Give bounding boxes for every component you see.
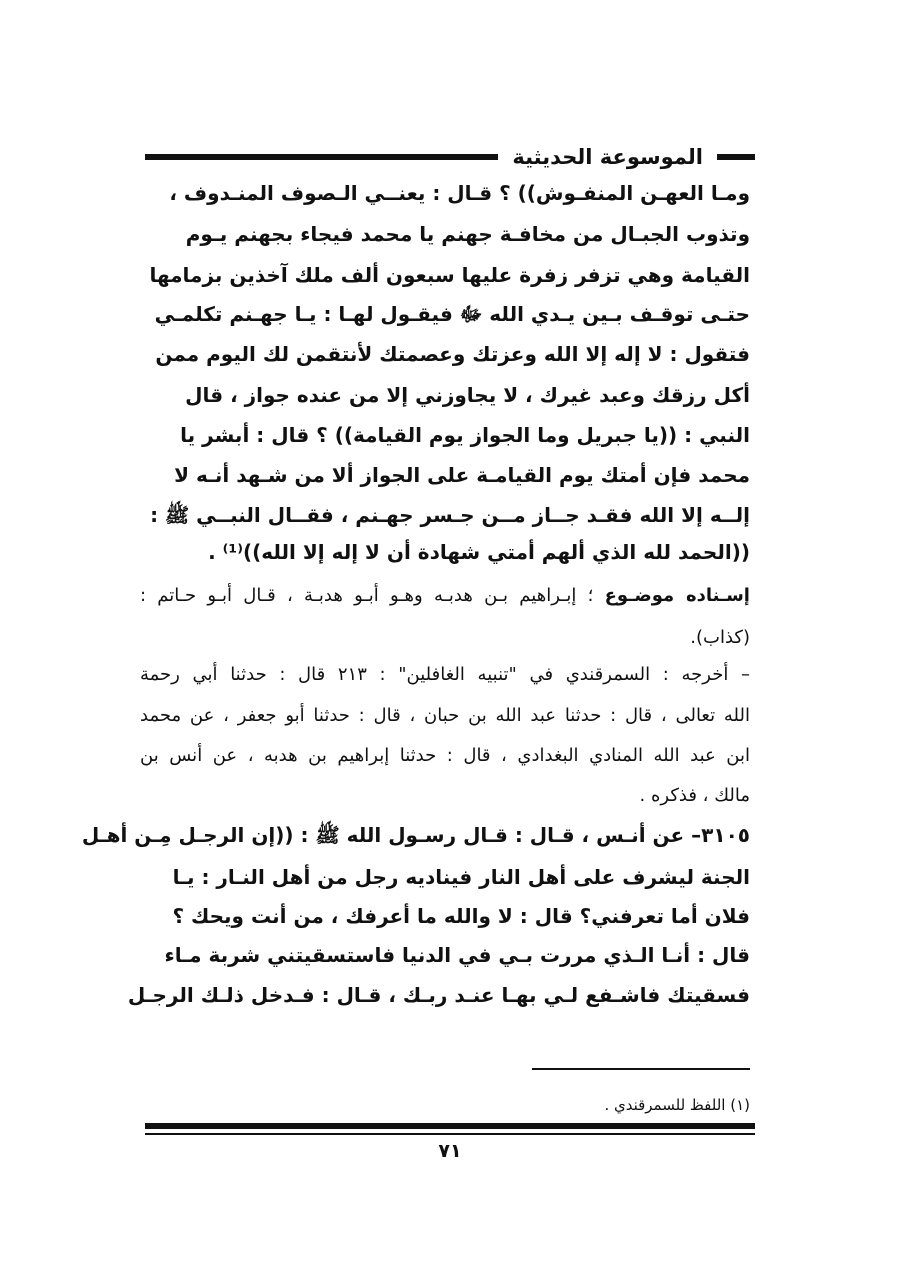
header-rule-long (145, 154, 498, 160)
takhrij-line: مالك ، فذكره . (639, 785, 750, 806)
hadith-line: فتقول : لا إله إلا الله وعزتك وعصمتك لأنتقمن لك اليوم ممن (155, 342, 750, 366)
header-rule-short (717, 154, 755, 160)
footer-rule-thin (145, 1133, 755, 1135)
footnote-separator (532, 1068, 750, 1070)
footnote: (١) اللفظ للسمرقندي . (604, 1096, 750, 1114)
hadith-3105-line: قال : أنـا الـذي مررت بـي في الدنيا فاستسقيتني شربة مـاء (164, 943, 750, 967)
hadith-line: وتذوب الجبـال من مخافـة جهنم يا محمد فيجاء بجهنم يـوم (185, 222, 750, 246)
hadith-3105-line: الجنة ليشرف على أهل النار فيناديه رجل من أهل النـار : يـا (172, 865, 750, 889)
hadith-line: إلــه إلا الله فقـد جــاز مــن جـسر جهـنم ، فقــال النبــي ﷺ : (150, 503, 750, 527)
header-title: الموسوعة الحديثية (512, 145, 703, 169)
hadith-line: حتـى توقـف بـين يـدي الله ﷻ فيقـول لهـا : يـا جهـنم تكلمـي (154, 302, 750, 326)
hadith-line: القيامة وهي تزفر زفرة عليها سبعون ألف ملك آخذين بزمامها (149, 263, 750, 287)
page-header (145, 140, 755, 174)
hadith-3105-line: ٣١٠٥– عن أنـس ، قـال : قـال رسـول الله ﷺ : ((إن الرجـل مِـن أهـل (81, 823, 750, 847)
hadith-3105-line: فسقيتك فاشـفع لـي بهـا عنـد ربـك ، قـال : فـدخل ذلـك الرجـل (127, 983, 750, 1007)
page-number: ٧١ (438, 1140, 462, 1162)
isnad-line-2: (كذاب). (690, 627, 750, 648)
takhrij-line: الله تعالى ، قال : حدثنا عبد الله بن حبان ، قال : حدثنا أبو جعفر ، عن محمد (140, 705, 750, 726)
hadith-line: محمد فإن أمتك يوم القيامـة على الجواز ألا من شـهد أنـه لا (174, 463, 750, 487)
hadith-line: ومـا العهـن المنفـوش)) ؟ قـال : يعنــي الـصوف المنـدوف ، (169, 181, 750, 205)
hadith-line: ((الحمد لله الذي ألهم أمتي شهادة أن لا إله إلا الله))⁽¹⁾ . (208, 540, 750, 564)
isnad-label: إسـناده موضـوع (604, 585, 750, 606)
takhrij-line: – أخرجه : السمرقندي في "تنبيه الغافلين" : ٢١٣ قال : حدثنا أبي رحمة (140, 664, 751, 685)
hadith-line: أكل رزقك وعبد غيرك ، لا يجاوزني إلا من عنده جواز ، قال (185, 383, 750, 407)
hadith-line: النبي : ((يا جبريل وما الجواز يوم القيامة)) ؟ قال : أبشر يا (180, 423, 750, 447)
isnad-text: ؛ إبـراهيم بـن هدبـه وهـو أبـو هدبـة ، قـال أبـو حـاتم : (140, 585, 605, 606)
takhrij-line: ابن عبد الله المنادي البغدادي ، قال : حدثنا إبراهيم بن هدبه ، عن أنس بن (140, 745, 750, 766)
isnad-line (140, 585, 750, 606)
footer-rule-thick (145, 1123, 755, 1129)
hadith-3105-line: فلان أما تعرفني؟ قال : لا والله ما أعرفك ، من أنت ويحك ؟ (172, 904, 750, 928)
